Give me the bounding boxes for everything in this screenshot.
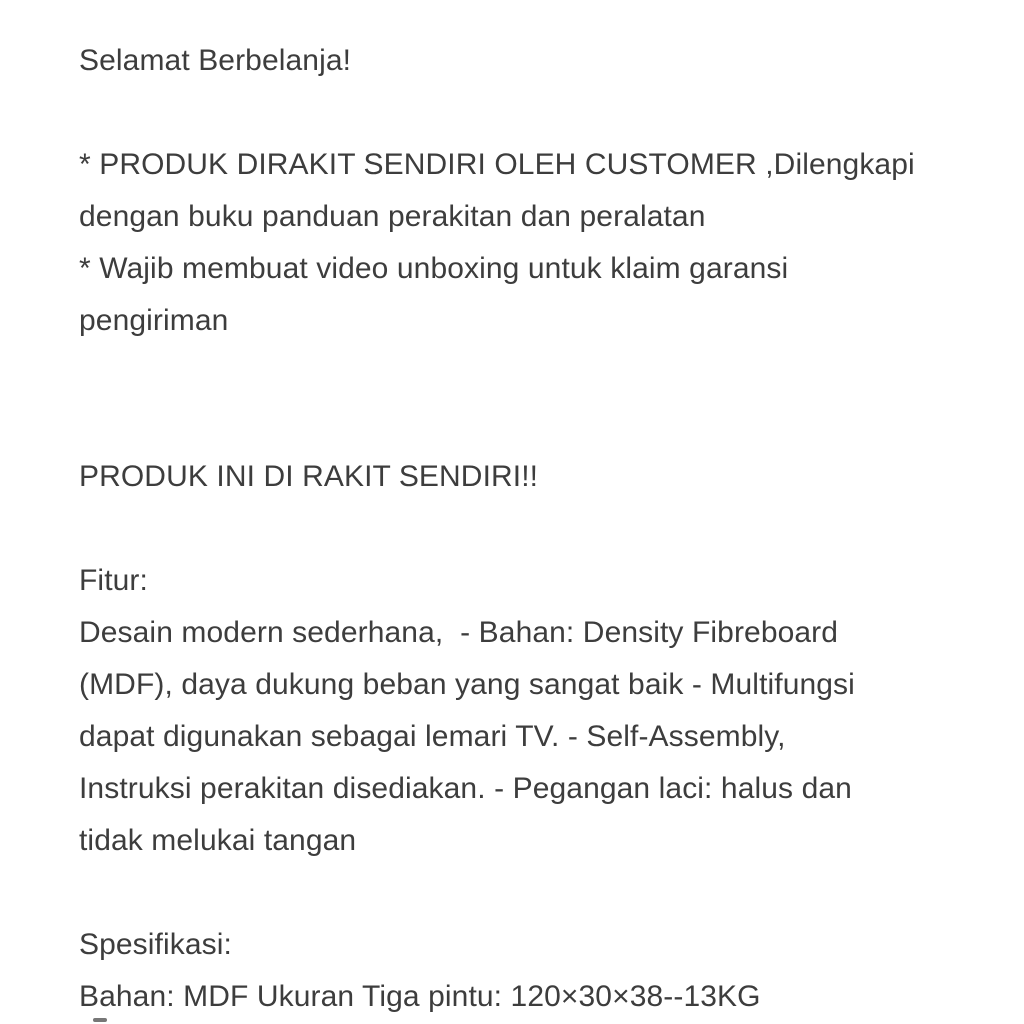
assembly-notice: PRODUK INI DI RAKIT SENDIRI!! [79,460,539,493]
product-description [79,35,979,1023]
spacer [79,503,979,555]
note-line: pengiriman [79,304,229,337]
greeting-text: Selamat Berbelanja! [79,44,352,77]
spacer [79,87,979,139]
truncated-glyph [93,1018,107,1022]
note-line: dengan buku panduan perakitan dan peralatan [79,200,706,233]
features-heading: Fitur: [79,564,148,597]
spacer [79,347,979,451]
truncated-next-line [79,1010,119,1024]
note-line: * Wajib membuat video unboxing untuk klaim garansi [79,252,789,285]
spacer [79,867,979,919]
features-line: (MDF), daya dukung beban yang sangat baik - Multifungsi [79,668,855,701]
specs-line: Bahan: MDF Ukuran Tiga pintu: 120×30×38--13KG [79,980,761,1013]
features-line: dapat digunakan sebagai lemari TV. - Self-Assembly, [79,720,786,753]
features-line: tidak melukai tangan [79,824,357,857]
specs-heading: Spesifikasi: [79,928,232,961]
features-line: Instruksi perakitan disediakan. - Pegangan laci: halus dan [79,772,852,805]
note-line: * PRODUK DIRAKIT SENDIRI OLEH CUSTOMER ,Dilengkapi [79,148,915,181]
features-line: Desain modern sederhana, - Bahan: Density Fibreboard [79,616,839,649]
